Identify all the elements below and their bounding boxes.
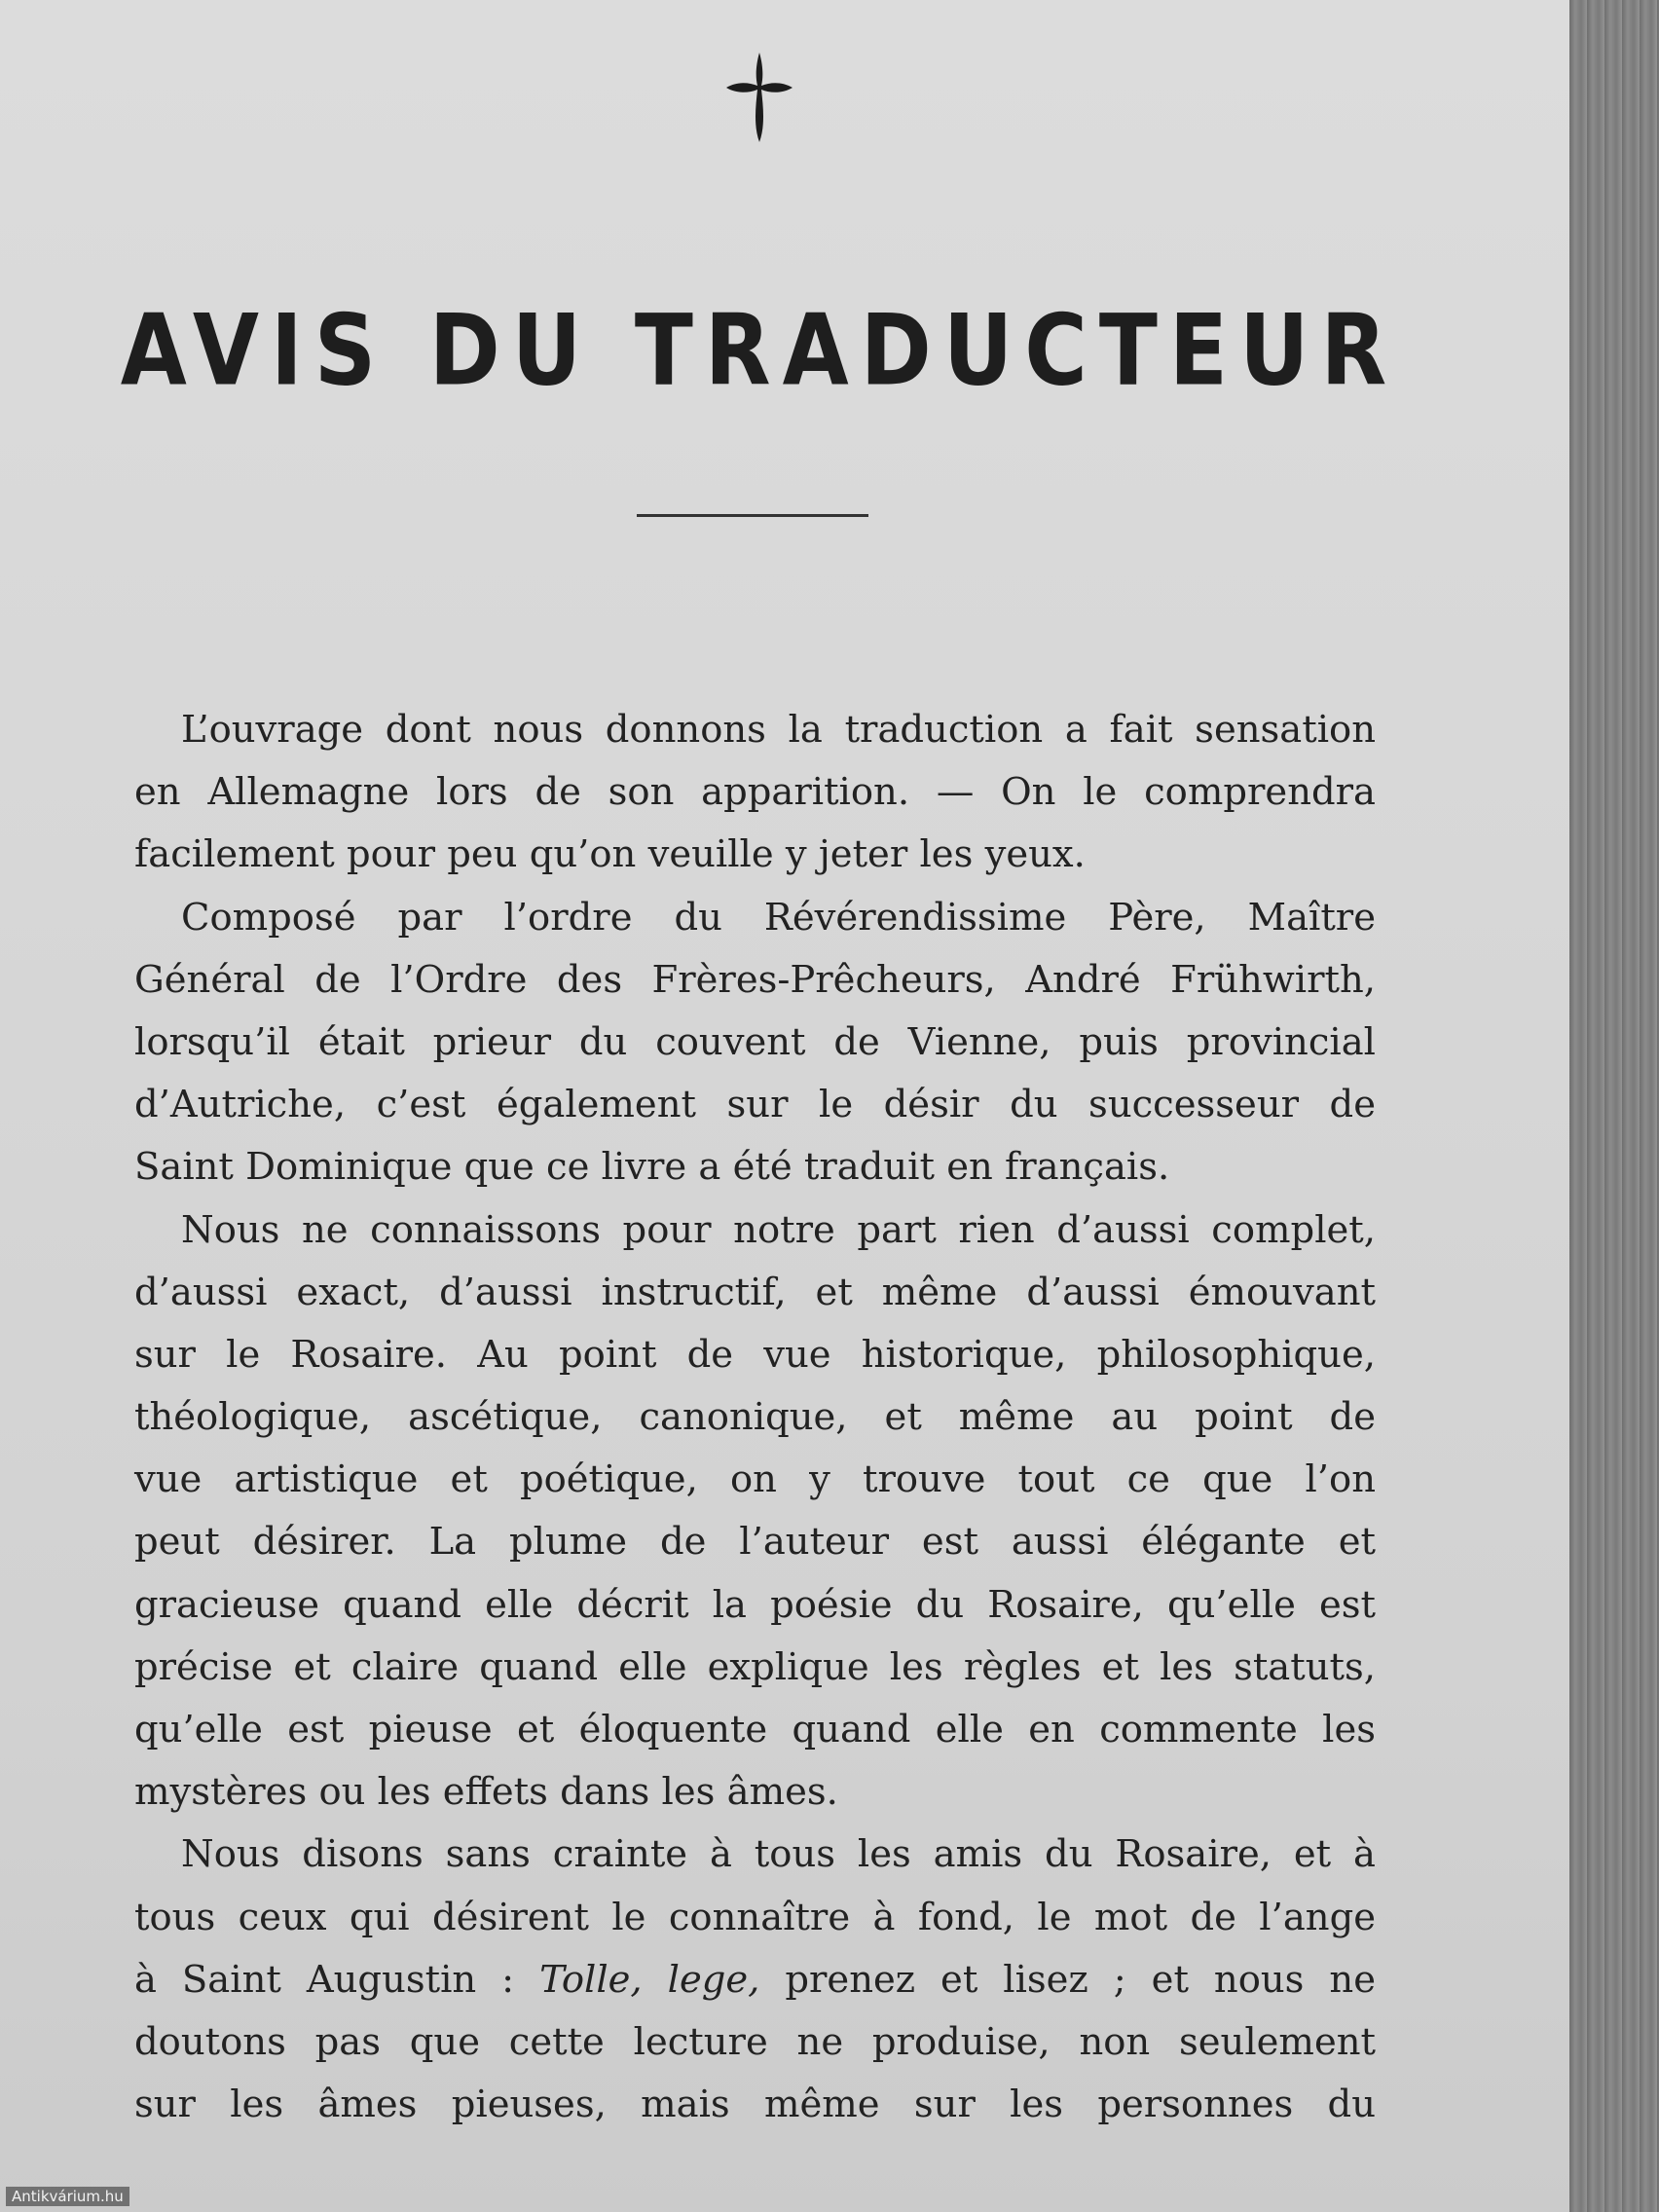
text-line: lorsqu’il était prieur du couvent de Vienne, puis provincial bbox=[134, 1019, 1376, 1064]
text-line: gracieuse quand elle décrit la poésie du Rosaire, qu’elle est bbox=[134, 1582, 1376, 1627]
text-line: L’ouvrage dont nous donnons la traduction a fait sensation bbox=[181, 708, 1376, 752]
text-line: mystères ou les effets dans les âmes. bbox=[134, 1770, 838, 1815]
text-line: Nous ne connaissons pour notre part rien d’aussi complet, bbox=[181, 1207, 1376, 1252]
text-line: en Allemagne lors de son apparition. — On le comprendra bbox=[134, 770, 1376, 815]
text-line: sur le Rosaire. Au point de vue historique, philosophique, bbox=[134, 1332, 1376, 1377]
text-segment: prenez et lisez ; et nous ne bbox=[759, 1957, 1376, 2002]
text-segment: à Saint Augustin : bbox=[134, 1957, 540, 2002]
text-line: doutons pas que cette lecture ne produise, non seulement bbox=[134, 2019, 1376, 2064]
text-line: d’Autriche, c’est également sur le désir du successeur de bbox=[134, 1083, 1376, 1127]
text-line: Composé par l’ordre du Révérendissime Père, Maître bbox=[181, 895, 1376, 940]
text-line: Saint Dominique que ce livre a été traduit en français. bbox=[134, 1145, 1170, 1190]
text-line: tous ceux qui désirent le connaître à fond, le mot de l’ange bbox=[134, 1895, 1376, 1939]
text-line: facilement pour peu qu’on veuille y jeter les yeux. bbox=[134, 832, 1086, 877]
text-line: vue artistique et poétique, on y trouve tout ce que l’on bbox=[134, 1457, 1376, 1502]
page-edge-stack bbox=[1569, 0, 1659, 2212]
text-line: théologique, ascétique, canonique, et même au point de bbox=[134, 1395, 1376, 1440]
text-line: qu’elle est pieuse et éloquente quand elle en commente les bbox=[134, 1708, 1376, 1751]
text-line: Nous disons sans crainte à tous les amis du Rosaire, et à bbox=[181, 1832, 1376, 1877]
text-line-mixed bbox=[134, 1949, 1376, 2011]
text-line: sur les âmes pieuses, mais même sur les personnes du bbox=[134, 2083, 1376, 2127]
text-line: peut désirer. La plume de l’auteur est aussi élégante et bbox=[134, 1520, 1376, 1565]
text-line: précise et claire quand elle explique les règles et les statuts, bbox=[134, 1644, 1376, 1689]
italic-quote: Tolle, lege, bbox=[539, 1957, 760, 2002]
page-title: AVIS DU TRADUCTEUR bbox=[120, 292, 1399, 408]
watermark: Antikvárium.hu bbox=[6, 2187, 129, 2206]
cross-ornament-icon bbox=[720, 49, 798, 146]
text-line: d’aussi exact, d’aussi instructif, et même d’aussi émouvant bbox=[134, 1270, 1376, 1314]
title-divider bbox=[637, 514, 868, 517]
text-line: Général de l’Ordre des Frères-Prêcheurs, André Frühwirth, bbox=[134, 957, 1376, 1002]
body-text bbox=[134, 699, 1376, 2136]
